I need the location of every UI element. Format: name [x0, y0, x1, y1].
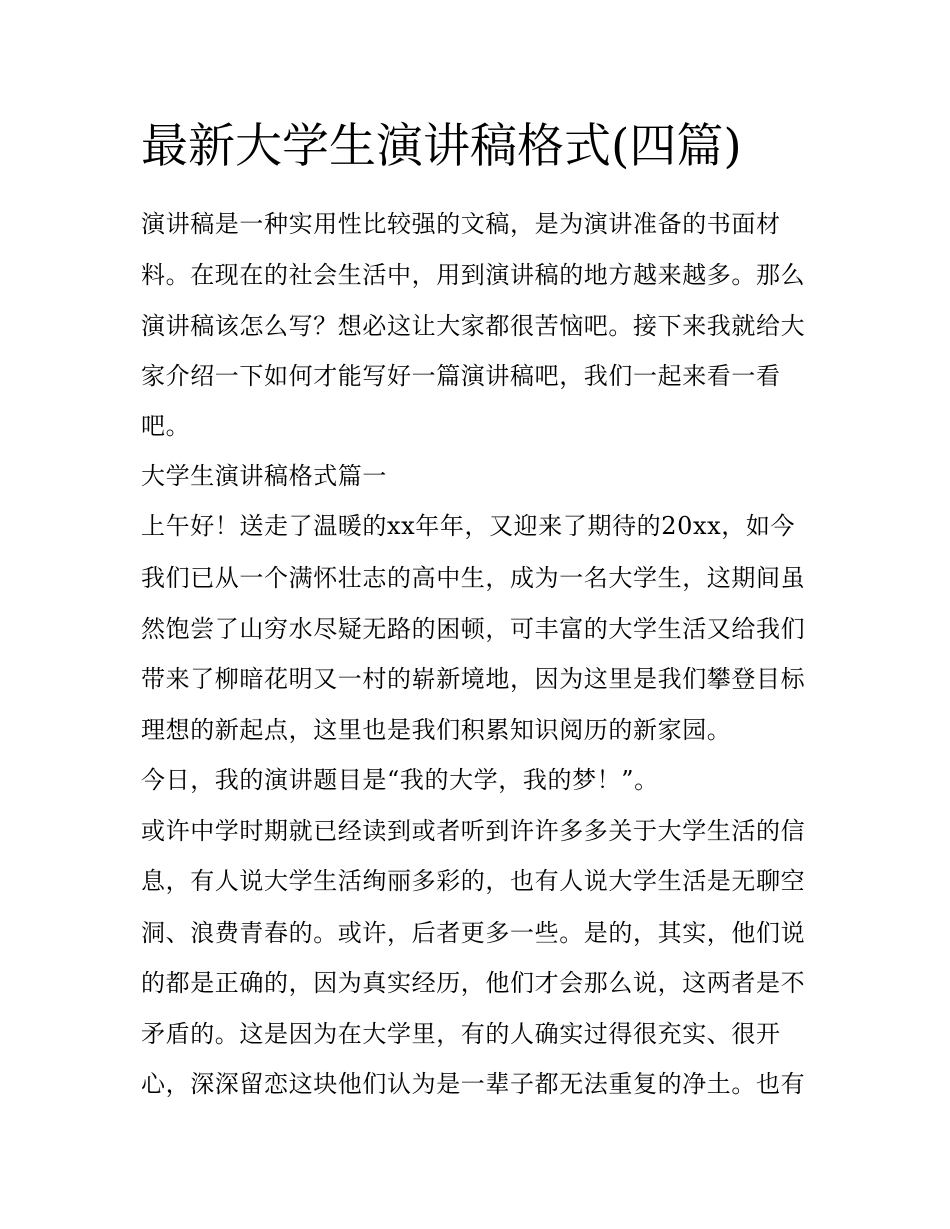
speech-topic-line: 今日，我的演讲题目是“我的大学，我的梦！”。 — [141, 766, 659, 794]
body-line-11: 心，深深留恋这块他们认为是一辈子都无法重复的净土。也有 — [141, 1070, 806, 1098]
body-line-5: 理想的新起点，这里也是我们积累知识阅历的新家园。 — [141, 716, 732, 744]
body-line-4: 带来了柳暗花明又一村的崭新境地，因为这里是我们攀登目标 — [141, 665, 806, 693]
body-line-3: 然饱尝了山穷水尽疑无路的困顿，可丰富的大学生活又给我们 — [141, 615, 806, 643]
intro-line-4: 家介绍一下如何才能写好一篇演讲稿吧，我们一起来看一看 — [141, 362, 781, 390]
section-heading: 大学生演讲稿格式篇一 — [141, 462, 387, 490]
body-line-2: 我们已从一个满怀壮志的高中生，成为一名大学生，这期间虽 — [141, 564, 806, 592]
body-line-7: 息，有人说大学生活绚丽多彩的，也有人说大学生活是无聊空 — [141, 867, 806, 895]
body-line-10: 矛盾的。这是因为在大学里，有的人确实过得很充实、很开 — [141, 1020, 781, 1048]
intro-line-1: 演讲稿是一种实用性比较强的文稿，是为演讲准备的书面材 — [141, 210, 781, 238]
intro-line-5: 吧。 — [141, 412, 191, 440]
body-line-8: 洞、浪费青春的。或许，后者更多一些。是的，其实，他们说 — [141, 919, 806, 947]
document-title: 最新大学生演讲稿格式(四篇) — [141, 119, 742, 174]
body-line-9: 的都是正确的，因为真实经历，他们才会那么说，这两者是不 — [141, 969, 806, 997]
intro-line-3: 演讲稿该怎么写？想必这让大家都很苦恼吧。接下来我就给大 — [141, 312, 806, 340]
body-line-6: 或许中学时期就已经读到或者听到许许多多关于大学生活的信 — [141, 817, 806, 845]
body-line-1: 上午好！送走了温暖的xx年年，又迎来了期待的20xx，如今 — [141, 512, 796, 540]
intro-line-2: 料。在现在的社会生活中，用到演讲稿的地方越来越多。那么 — [141, 261, 806, 289]
